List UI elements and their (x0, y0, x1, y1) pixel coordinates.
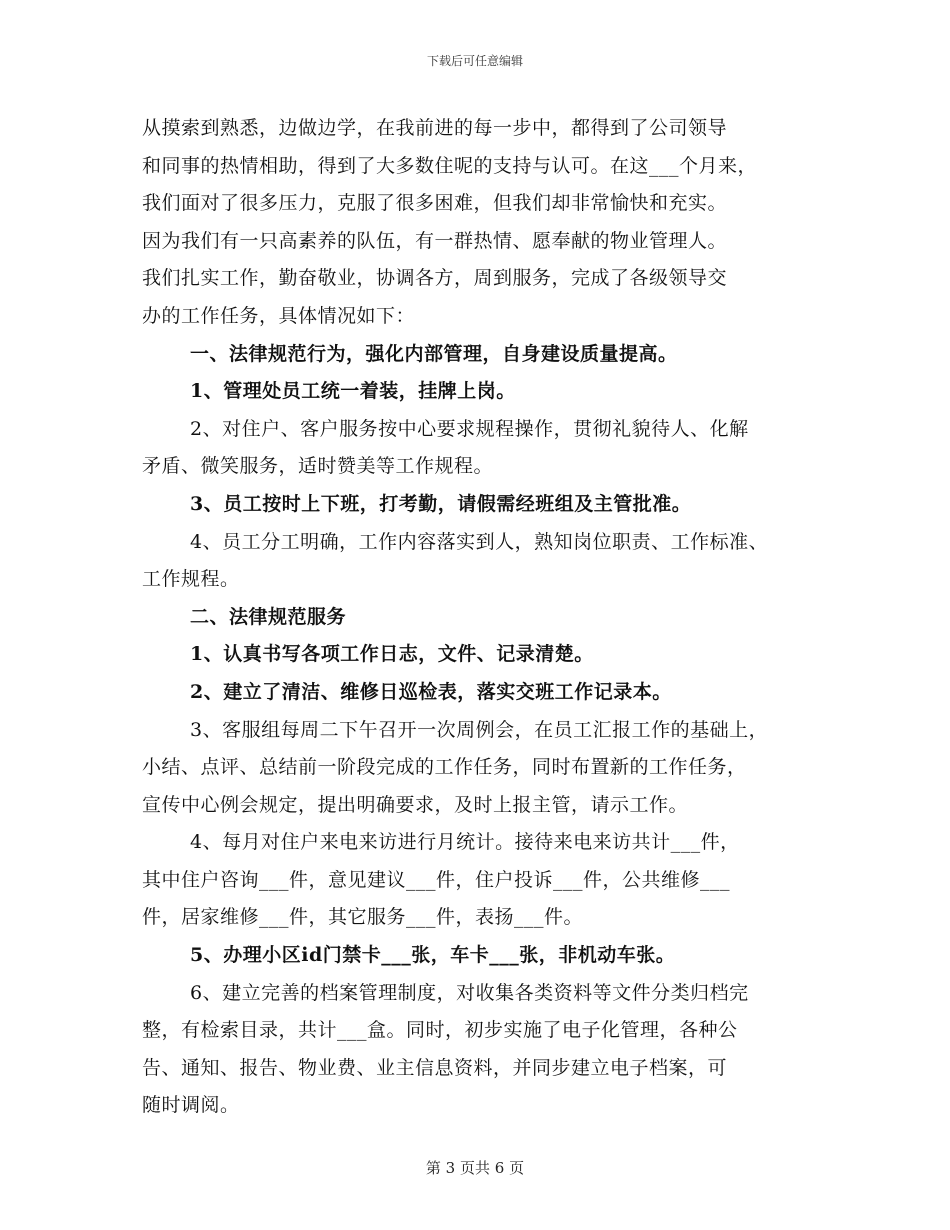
body-line: 5、办理小区id门禁卡___张，车卡___张，非机动车张。 (190, 944, 676, 967)
body-line: 2、对住户、客户服务按中心要求规程操作，贯彻礼貌待人、化解 (190, 417, 749, 440)
body-line: 我们扎实工作，勤奋敬业，协调各方，周到服务，完成了各级领导交 (142, 267, 728, 290)
body-line: 1、管理处员工统一着装，挂牌上岗。 (190, 380, 516, 403)
body-line: 件，居家维修___件，其它服务___件，表扬___件。 (142, 906, 584, 929)
body-line: 4、每月对住户来电来访进行月统计。接待来电来访共计___件， (190, 831, 740, 854)
body-line: 6、建立完善的档案管理制度，对收集各类资料等文件分类归档完 (190, 981, 749, 1004)
body-line: 4、员工分工明确，工作内容落实到人，熟知岗位职责、工作标准、 (190, 530, 769, 553)
body-line: 因为我们有一只高素养的队伍，有一群热情、愿奉献的物业管理人。 (142, 229, 728, 252)
body-line: 矛盾、微笑服务，适时赞美等工作规程。 (142, 455, 494, 478)
body-line: 2、建立了清洁、维修日巡检表，落实交班工作记录本。 (190, 680, 672, 703)
document-body (142, 110, 832, 1125)
body-line: 告、通知、报告、物业费、业主信息资料，并同步建立电子档案，可 (142, 1056, 728, 1079)
body-line: 我们面对了很多压力，克服了很多困难，但我们却非常愉快和充实。 (142, 192, 728, 215)
body-line: 随时调阅。 (142, 1094, 240, 1117)
body-line: 办的工作任务，具体情况如下： (142, 304, 416, 327)
page-header: 下载后可任意编辑 (426, 54, 523, 68)
body-line: 1、认真书写各项工作日志，文件、记录清楚。 (190, 643, 594, 666)
body-line: 其中住户咨询___件，意见建议___件，住户投诉___件，公共维修___ (142, 868, 731, 891)
body-line: 小结、点评、总结前一阶段完成的工作任务，同时布置新的工作任务， (142, 756, 747, 779)
body-line: 宣传中心例会规定，提出明确要求，及时上报主管，请示工作。 (142, 793, 689, 816)
page-footer: 第 3 页共 6 页 (425, 1159, 525, 1177)
body-line: 二、法律规范服务 (190, 605, 347, 628)
body-line: 和同事的热情相助，得到了大多数住呢的支持与认可。在这___个月来， (142, 154, 758, 177)
body-line: 3、客服组每周二下午召开一次周例会，在员工汇报工作的基础上， (190, 718, 769, 741)
body-line: 从摸索到熟悉，边做边学，在我前进的每一步中，都得到了公司领导 (142, 117, 728, 139)
body-line: 一、法律规范行为，强化内部管理，自身建设质量提高。 (190, 342, 678, 365)
body-line: 整，有检索目录，共计___盒。同时，初步实施了电子化管理，各种公 (142, 1019, 738, 1042)
body-line: 工作规程。 (142, 568, 240, 591)
body-line: 3、员工按时上下班，打考勤，请假需经班组及主管批准。 (190, 492, 692, 515)
